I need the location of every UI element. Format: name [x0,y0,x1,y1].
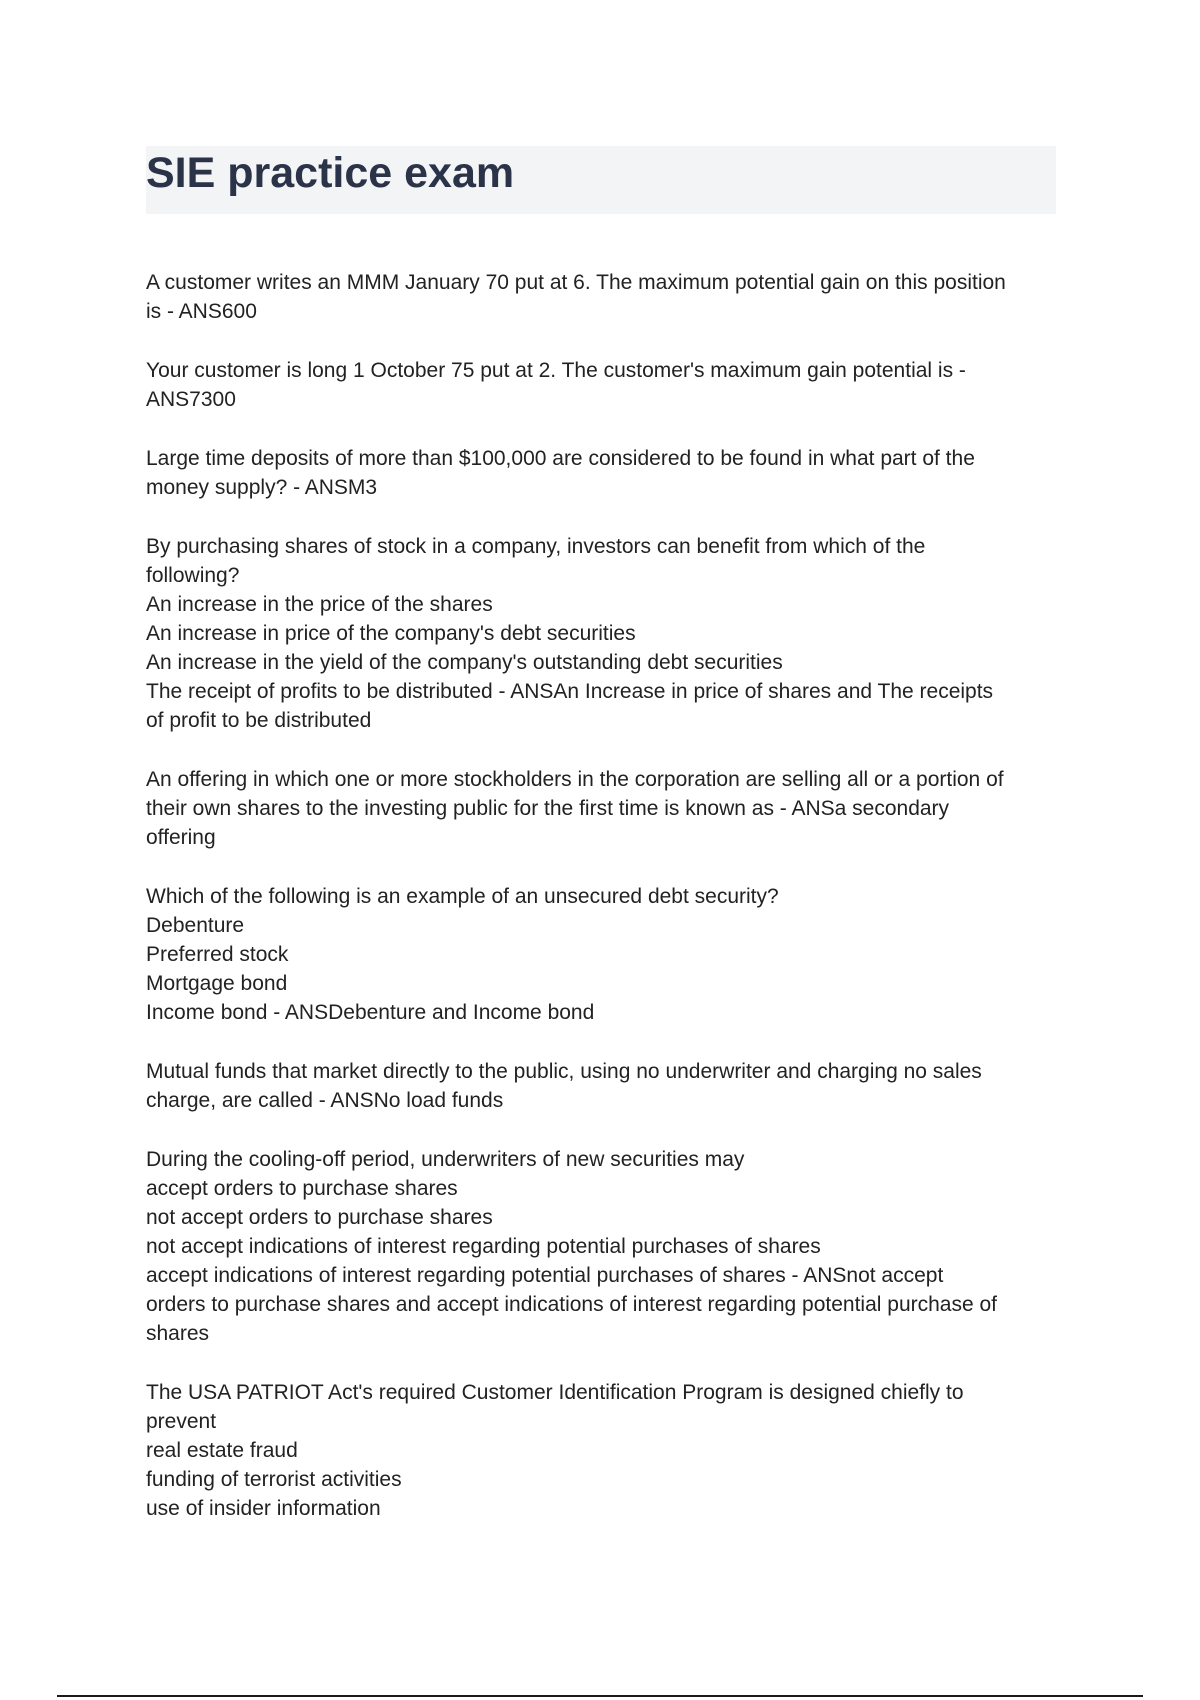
question-list [146,268,1066,1553]
option-line: An increase in price of the company's debt securities [146,622,636,645]
option-line: accept orders to purchase shares [146,1177,458,1200]
answer-line: shares [146,1322,210,1345]
question-line: prevent [146,1410,217,1433]
answer-line: offering [146,826,216,849]
question-block [146,1145,1066,1348]
question-line: The USA PATRIOT Act's required Customer Identification Program is designed chiefly to [146,1381,964,1404]
question-line: Large time deposits of more than $100,000 are considered to be found in what part of the [146,447,975,470]
option-line: not accept orders to purchase shares [146,1206,493,1229]
question-line: An offering in which one or more stockholders in the corporation are selling all or a portion of [146,768,1004,791]
answer-line: their own shares to the investing public for the first time is known as - ANSa secondary [146,797,950,820]
page-title: SIE practice exam [146,149,515,197]
answer-line: money supply? - ANSM3 [146,476,378,499]
option-line: not accept indications of interest regarding potential purchases of shares [146,1235,821,1258]
answer-line: Income bond - ANSDebenture and Income bond [146,1001,595,1024]
answer-line: accept indications of interest regarding potential purchases of shares - ANSnot accept [146,1264,944,1287]
answer-line: is - ANS600 [146,300,257,323]
question-block [146,356,1066,414]
option-line: Preferred stock [146,943,289,966]
answer-line: orders to purchase shares and accept indications of interest regarding potential purchase of [146,1293,998,1316]
question-block [146,532,1066,735]
question-line: Your customer is long 1 October 75 put at 2. The customer's maximum gain potential is - [146,359,966,382]
answer-line: charge, are called - ANSNo load funds [146,1089,504,1112]
question-block [146,1057,1066,1115]
question-line: Mutual funds that market directly to the public, using no underwriter and charging no sales [146,1060,982,1083]
answer-line: The receipt of profits to be distributed - ANSAn Increase in price of shares and The receipts [146,680,994,703]
option-line: An increase in the price of the shares [146,593,493,616]
question-block [146,444,1066,502]
question-block [146,268,1066,326]
option-line: Debenture [146,914,245,937]
option-line: Mortgage bond [146,972,288,995]
answer-line: of profit to be distributed [146,709,372,732]
question-block [146,1378,1066,1523]
option-line: use of insider information [146,1497,381,1520]
question-block [146,882,1066,1027]
question-line: During the cooling-off period, underwriters of new securities may [146,1148,745,1171]
option-line: An increase in the yield of the company's outstanding debt securities [146,651,783,674]
footer-divider [57,1695,1143,1697]
answer-line: ANS7300 [146,388,236,411]
question-block [146,765,1066,852]
option-line: real estate fraud [146,1439,298,1462]
option-line: funding of terrorist activities [146,1468,402,1491]
question-line: Which of the following is an example of an unsecured debt security? [146,885,779,908]
question-line: following? [146,564,240,587]
question-line: By purchasing shares of stock in a company, investors can benefit from which of the [146,535,926,558]
question-line: A customer writes an MMM January 70 put at 6. The maximum potential gain on this position [146,271,1006,294]
